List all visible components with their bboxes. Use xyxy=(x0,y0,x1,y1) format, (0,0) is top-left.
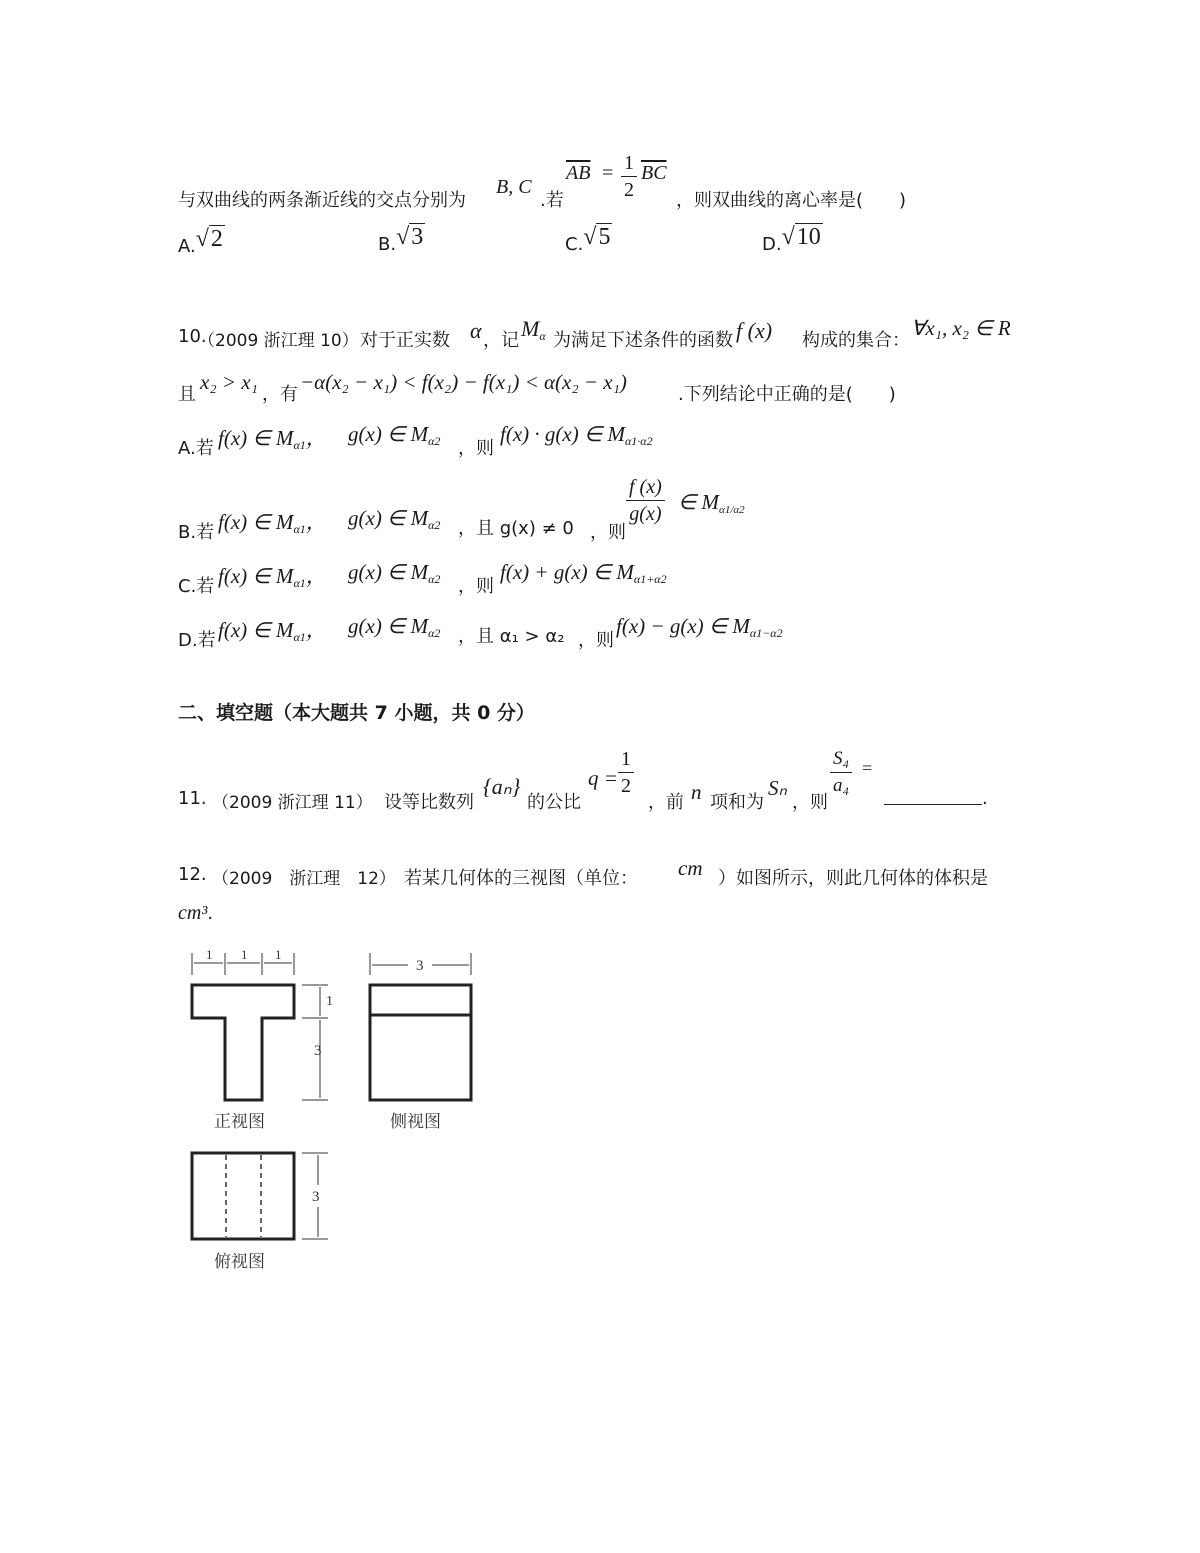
sub-alpha2: α2 xyxy=(428,434,441,448)
choice-g xyxy=(348,506,440,533)
f-x: f (x) xyxy=(736,318,773,343)
q12-number: 12. xyxy=(178,864,207,885)
option-label: C. xyxy=(565,234,584,255)
q10-t7: .下列结论中正确的是( ) xyxy=(678,384,896,405)
q10-t4: 构成的集合： xyxy=(802,330,910,351)
result-expr: f(x) + g(x) ∈ M xyxy=(500,560,634,584)
dim-h2: 3 xyxy=(314,1043,322,1059)
choice-f: f(x) ∈ $M_{\alpha 1}$， xyxy=(218,564,327,590)
f-over-g-fraction xyxy=(626,474,665,527)
radicand: 3 xyxy=(411,224,424,250)
top-hidden-lines xyxy=(226,1155,261,1237)
option-label: B. xyxy=(378,234,397,255)
choice-g xyxy=(348,422,440,449)
choice-then: ，则 xyxy=(458,576,494,597)
q11-eq: = xyxy=(862,758,873,778)
choice-label: B.若 xyxy=(178,522,215,543)
q12-source: （2009 浙江理 12） xyxy=(212,869,396,889)
q12-end: . xyxy=(207,903,214,924)
q11-t3: ，前 xyxy=(648,792,684,813)
q11-ratio xyxy=(830,746,852,799)
q12-line1 xyxy=(178,858,1058,892)
q11-end: . xyxy=(982,788,988,809)
sub-alpha1: α1 xyxy=(293,630,306,644)
q10-choice-c[interactable] xyxy=(178,558,878,598)
choice-result xyxy=(678,490,745,516)
g-in-m: g(x) ∈ M xyxy=(348,422,429,446)
q9-option-d[interactable] xyxy=(762,224,823,255)
q10-choice-b[interactable] xyxy=(178,474,878,544)
section-heading: 二、填空题（本大题共 7 小题，共 0 分） xyxy=(178,702,535,724)
dim-side-w: 3 xyxy=(416,958,424,974)
option-label: D. xyxy=(762,234,782,255)
g-in-m: g(x) ∈ M xyxy=(348,506,429,530)
q11-half xyxy=(618,746,634,799)
choice-then: ，则 xyxy=(578,630,614,651)
q12-line2 xyxy=(178,902,213,925)
top-view xyxy=(192,1153,294,1239)
g-in-m: g(x) ∈ M xyxy=(348,614,429,638)
frac-num: f (x) xyxy=(626,474,665,501)
choice-then: ，则 xyxy=(458,438,494,459)
q10-t3: 为满足下述条件的函数 xyxy=(553,330,733,351)
choice-extra: ，且 g(x) ≠ 0 xyxy=(458,518,574,539)
result-sub: α1+α2 xyxy=(633,572,667,586)
q11-sn: Sₙ xyxy=(768,776,787,800)
q11-q: q = xyxy=(588,766,618,790)
dim-w3: 1 xyxy=(275,947,282,962)
sub-alpha1: α1 xyxy=(293,438,306,452)
result-sub: α1−α2 xyxy=(749,626,783,640)
choice-f: f(x) ∈ $M_{\alpha 1}$， xyxy=(218,426,327,452)
sqrt-icon: √5 xyxy=(583,224,611,250)
choice-result xyxy=(500,422,653,449)
q9-tail: ，则双曲线的离心率是( ) xyxy=(676,190,907,211)
f-in-m: f(x) ∈ M xyxy=(218,564,294,588)
q11-t1: 设等比数列 xyxy=(384,792,474,813)
choice-f: f(x) ∈ $M_{\alpha 1}$， xyxy=(218,510,327,536)
choice-g xyxy=(348,560,440,587)
fraction-num: 1 xyxy=(621,150,637,177)
option-label: A. xyxy=(178,236,196,257)
q9-points: B, C xyxy=(496,176,532,198)
q11-t5: ，则 xyxy=(792,792,828,813)
g-in-m: g(x) ∈ M xyxy=(348,560,429,584)
q10-number: 10. xyxy=(178,326,207,347)
sqrt-icon: √10 xyxy=(781,224,821,250)
q-den: 2 xyxy=(621,775,631,797)
three-view-figure xyxy=(180,945,490,1280)
ratio-num: S₄ xyxy=(830,746,852,773)
q11-line xyxy=(178,746,998,816)
side-view-label: 侧视图 xyxy=(390,1112,441,1131)
sub-alpha2: α2 xyxy=(428,518,441,532)
q10-gt: x₂ > x₁ xyxy=(200,370,258,394)
top-view-label: 俯视图 xyxy=(214,1252,265,1271)
dim-w1: 1 xyxy=(206,947,213,962)
front-view-label: 正视图 xyxy=(214,1112,265,1131)
q10-t1: 对于正实数 xyxy=(360,330,450,351)
m-alpha: $M_\alpha$ xyxy=(521,316,546,343)
choice-label: C.若 xyxy=(178,576,215,597)
q-num: 1 xyxy=(618,746,634,773)
radicand: 2 xyxy=(210,226,223,252)
vector-bc: $\overline{BC}$ xyxy=(641,162,667,184)
sub-alpha2: α2 xyxy=(428,626,441,640)
side-view xyxy=(370,985,471,1100)
q11-seq: {aₙ} xyxy=(483,774,521,799)
q10-line2 xyxy=(178,368,1058,408)
f-in-m: f(x) ∈ M xyxy=(218,426,294,450)
q9-option-a[interactable] xyxy=(178,226,225,257)
ratio-den: a₄ xyxy=(833,775,850,796)
sqrt-icon: √2 xyxy=(195,226,223,252)
choice-extra: ，且 α₁ > α₂ xyxy=(458,626,565,647)
result-expr: ∈ M xyxy=(678,490,720,514)
q11-t2: 的公比 xyxy=(527,792,581,813)
radicand: 5 xyxy=(598,224,611,250)
equals-sign: = xyxy=(602,162,614,184)
q12-unit: cm xyxy=(678,856,703,880)
choice-label: D.若 xyxy=(178,630,216,651)
q10-forall: ∀x₁, x₂ ∈ R xyxy=(911,316,1011,340)
result-sub: α1/α2 xyxy=(719,504,745,516)
radicand: 10 xyxy=(796,224,821,250)
q10-t6: ，有 xyxy=(262,384,298,405)
result-expr: f(x) − g(x) ∈ M xyxy=(616,614,750,638)
half-fraction xyxy=(621,150,637,203)
q9-if: .若 xyxy=(540,190,564,211)
dim-top-h: 3 xyxy=(312,1189,320,1205)
q9-option-c[interactable] xyxy=(565,224,612,255)
q10-line1 xyxy=(178,316,1058,356)
answer-blank[interactable] xyxy=(884,784,982,805)
fraction-den: 2 xyxy=(624,179,634,201)
alpha-symbol: α xyxy=(470,318,482,343)
sub-alpha1: α1 xyxy=(293,522,306,536)
q9-option-b[interactable] xyxy=(378,224,425,255)
q12-unit3: cm³ xyxy=(178,902,208,924)
q10-t2: ，记 xyxy=(483,330,519,351)
q12-t2: ）如图所示，则此几何体的体积是 xyxy=(718,868,988,889)
q12-t1: 若某几何体的三视图（单位： xyxy=(404,868,638,889)
choice-then: ，则 xyxy=(590,522,626,543)
q11-number: 11. xyxy=(178,788,207,809)
sqrt-icon: √3 xyxy=(396,224,424,250)
choice-g xyxy=(348,614,440,641)
frac-den: g(x) xyxy=(629,503,662,525)
vector-ab: $\overline{AB}$ xyxy=(566,162,591,184)
f-in-m: f(x) ∈ M xyxy=(218,510,294,534)
q11-n: n xyxy=(691,780,702,804)
dim-w2: 1 xyxy=(241,947,248,962)
choice-f: f(x) ∈ $M_{\alpha 1}$， xyxy=(218,618,327,644)
choice-result xyxy=(500,560,667,587)
choice-result xyxy=(616,614,783,641)
result-sub: α1·α2 xyxy=(625,434,653,448)
q10-choice-a[interactable] xyxy=(178,422,878,462)
q11-source: （2009 浙江理 11） xyxy=(212,793,373,813)
q9-lead: 与双曲线的两条渐近线的交点分别为 xyxy=(178,190,466,211)
q10-t5: 且 xyxy=(178,384,196,405)
q11-t4: 项和为 xyxy=(710,792,764,813)
f-in-m: f(x) ∈ M xyxy=(218,618,294,642)
three-view-svg xyxy=(180,945,490,1280)
front-view xyxy=(192,985,294,1100)
dim-h1: 1 xyxy=(326,994,333,1009)
result-expr: f(x) · g(x) ∈ M xyxy=(500,422,625,446)
q10-ineq: −α(x₂ − x₁) < f(x₂) − f(x₁) < α(x₂ − x₁) xyxy=(300,370,627,394)
q10-choice-d[interactable] xyxy=(178,612,878,652)
choice-label: A.若 xyxy=(178,438,214,459)
sub-alpha2: α2 xyxy=(428,572,441,586)
q10-source: （2009 浙江理 10） xyxy=(198,331,359,351)
sub-alpha1: α1 xyxy=(293,576,306,590)
